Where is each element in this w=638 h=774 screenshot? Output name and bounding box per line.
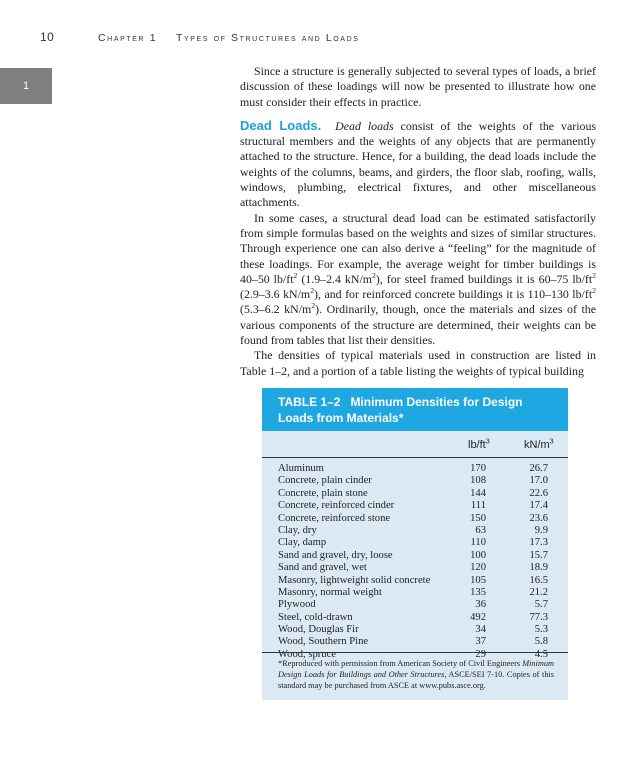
kn-m3-cell: 5.8 <box>534 636 548 648</box>
footnote-divider <box>262 652 568 653</box>
kn-m3-cell: 18.9 <box>529 562 548 574</box>
material-cell: Wood, spruce <box>278 648 336 660</box>
chapter-title: Types of Structures and Loads <box>176 32 360 44</box>
column-header-kn-m3 <box>524 439 554 451</box>
material-cell: Concrete, reinforced stone <box>278 512 391 524</box>
table-row <box>262 599 568 611</box>
dead-loads-paragraph <box>240 118 596 211</box>
superscript: 2 <box>311 301 316 311</box>
table-row <box>262 624 568 636</box>
table-row <box>262 488 568 500</box>
chapter-label: Chapter 1 <box>98 32 158 44</box>
running-header <box>40 30 360 46</box>
table-column-headers <box>262 431 568 458</box>
kn-m3-cell: 21.2 <box>529 586 548 598</box>
table-row <box>262 562 568 574</box>
material-cell: Sand and gravel, wet <box>278 562 367 574</box>
para2-part-b: (1.9–2.4 kN/m <box>297 271 373 286</box>
lb-ft3-cell: 105 <box>470 574 486 586</box>
lb-ft3-cell: 135 <box>470 586 486 598</box>
table-row <box>262 513 568 525</box>
kn-m3-cell: 16.5 <box>529 574 548 586</box>
table-body <box>262 458 568 661</box>
kn-m3-cell: 17.3 <box>529 537 548 549</box>
intro-paragraph: Since a structure is generally subjected to several types of loads, a brief discussion of these loadings will now be presented to illustrate how one must consider their effects in practice. <box>240 64 596 109</box>
col2-unit: kN/m <box>524 439 550 451</box>
material-cell: Wood, Southern Pine <box>278 636 369 648</box>
table-row <box>262 612 568 624</box>
superscript: 3 <box>485 437 490 446</box>
kn-m3-cell: 17.4 <box>529 500 548 512</box>
lb-ft3-cell: 111 <box>470 500 486 512</box>
material-cell: Wood, Douglas Fir <box>278 624 359 636</box>
lb-ft3-cell: 100 <box>470 549 486 561</box>
densities-paragraph: The densities of typical materials used in construction are listed in Table 1–2, and a portion of a table listing the weights of typical building <box>240 348 596 378</box>
kn-m3-cell: 26.7 <box>529 463 548 474</box>
kn-m3-cell: 22.6 <box>529 487 548 499</box>
chapter-side-tab <box>0 68 52 104</box>
table-row <box>262 550 568 562</box>
para2-part-f: (5.3–6.2 kN/m <box>240 302 312 317</box>
table-row <box>262 463 568 475</box>
lb-ft3-cell: 144 <box>470 487 486 499</box>
dead-loads-text: consist of the weights of the various structural members and the weights of any objects that are permanently attached to the structure. Hence, for a building, the dead loads include the weights of the columns, beams, and girders, the floor slab, roofing, walls, windows, plumbing, electrical fixtures, and other miscellaneous attachments. <box>240 118 597 210</box>
kn-m3-cell: 5.3 <box>534 624 548 636</box>
material-cell: Plywood <box>278 599 316 611</box>
table-row <box>262 575 568 587</box>
kn-m3-cell: 23.6 <box>529 512 548 524</box>
footnote-text-a: *Reproduced with permission from American Society of Civil Engineers <box>278 659 523 668</box>
material-cell: Clay, dry <box>278 524 317 536</box>
superscript: 2 <box>310 286 315 296</box>
table-row <box>262 475 568 487</box>
table-title-bar <box>262 388 568 431</box>
para2-part-a: In some cases, a structural dead load can be estimated satisfactorily from simple formulas based on the weights and sizes of similar structures. Through experience one can also derive a “feeling” for the magnitude of these loadings. For example, the average weight for timber buildings is 40–50 lb/ft <box>240 210 596 286</box>
lb-ft3-cell: 120 <box>470 562 486 574</box>
table-row <box>262 587 568 599</box>
estimation-paragraph <box>240 211 596 349</box>
table-row <box>262 525 568 537</box>
table-number: TABLE 1–2 <box>278 395 341 409</box>
lb-ft3-cell: 492 <box>470 611 486 623</box>
material-cell: Masonry, normal weight <box>278 586 382 598</box>
body-text <box>240 64 596 379</box>
footnote-italic-title: Minimum Design Loads for Buildings and Other Structures, <box>278 659 554 680</box>
page-number: 10 <box>40 30 55 44</box>
kn-m3-cell: 5.7 <box>534 599 548 611</box>
material-cell: Aluminum <box>278 463 324 474</box>
lb-ft3-cell: 36 <box>475 599 486 611</box>
para2-part-e: ), and for reinforced concrete buildings it is 110–130 lb/ft <box>314 287 593 302</box>
superscript: 2 <box>592 270 597 280</box>
kn-m3-cell: 77.3 <box>529 611 548 623</box>
table-row <box>262 537 568 549</box>
lb-ft3-cell: 34 <box>475 624 486 636</box>
material-cell: Clay, damp <box>278 537 327 549</box>
material-cell: Sand and gravel, dry, loose <box>278 549 393 561</box>
densities-table <box>262 388 568 700</box>
material-cell: Masonry, lightweight solid concrete <box>278 574 431 586</box>
superscript: 2 <box>372 270 376 280</box>
col1-unit: lb/ft <box>468 439 486 451</box>
column-header-lb-ft3 <box>468 439 490 451</box>
superscript: 2 <box>592 286 596 296</box>
material-cell: Concrete, reinforced cinder <box>278 500 395 512</box>
side-tab-number: 1 <box>22 80 30 92</box>
superscript: 2 <box>293 270 298 280</box>
kn-m3-cell: 15.7 <box>529 549 548 561</box>
dead-loads-term: Dead loads <box>335 118 394 133</box>
lb-ft3-cell: 108 <box>470 475 486 487</box>
lb-ft3-cell: 150 <box>470 512 486 524</box>
para2-part-c: ), for steel framed buildings it is 60–75 lb/ft <box>375 271 593 286</box>
lb-ft3-cell: 110 <box>470 537 486 549</box>
superscript: 3 <box>549 437 554 446</box>
lb-ft3-cell: 170 <box>470 463 486 474</box>
lb-ft3-cell: 63 <box>475 524 486 536</box>
kn-m3-cell: 4.5 <box>534 648 548 660</box>
kn-m3-cell: 9.9 <box>534 524 548 536</box>
table-footnote <box>278 658 554 692</box>
material-cell: Concrete, plain stone <box>278 487 368 499</box>
footnote-text-b: ASCE/SEI 7-10. Copies of this standard may be purchased from ASCE at www.pubs.asce.org. <box>278 670 554 691</box>
kn-m3-cell: 17.0 <box>529 475 548 487</box>
para2-part-d: (2.9–3.6 kN/m <box>240 287 311 302</box>
section-heading-dead-loads: Dead Loads. <box>240 117 322 133</box>
lb-ft3-cell: 29 <box>475 648 486 660</box>
para2-part-g: ). Ordinarily, though, once the materials and sizes of the various components of the structure are determined, their weights can be found from tables that list their densities. <box>240 302 596 348</box>
table-row <box>262 636 568 648</box>
table-row <box>262 500 568 512</box>
lb-ft3-cell: 37 <box>475 636 486 648</box>
material-cell: Concrete, plain cinder <box>278 475 372 487</box>
table-title: Minimum Densities for Design Loads from Materials* <box>278 395 523 425</box>
material-cell: Steel, cold-drawn <box>278 611 353 623</box>
